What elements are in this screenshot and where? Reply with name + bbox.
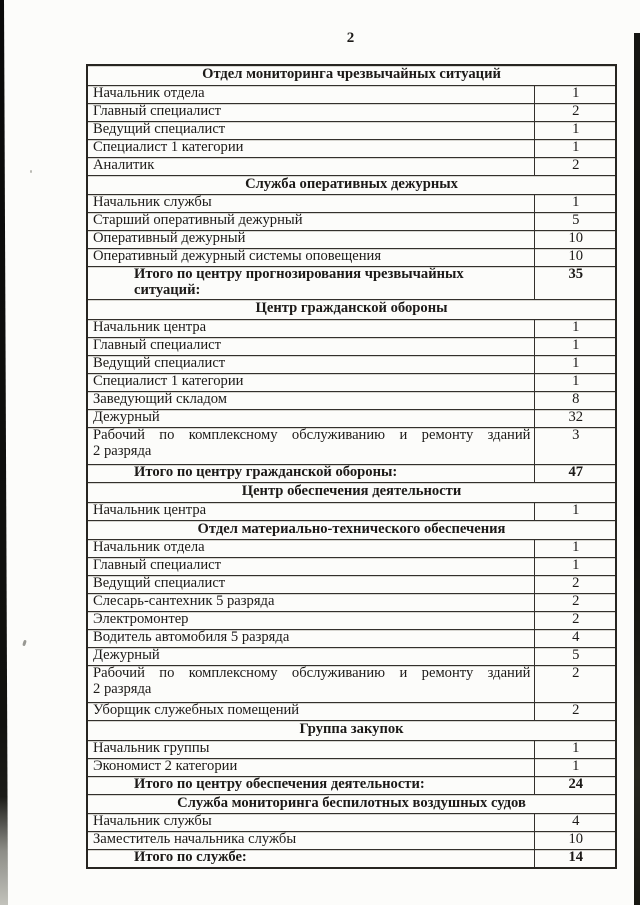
table-row — [87, 666, 616, 703]
position-title-line1: Рабочий по комплексному обслуживанию и ремонту зданий — [93, 427, 531, 443]
position-title-line2: 2 разряда — [93, 680, 152, 697]
staff-count-cell: 5 — [534, 213, 616, 231]
total-count-cell: 35 — [534, 267, 616, 300]
total-row — [87, 776, 616, 794]
position-title-cell: Водитель автомобиля 5 разряда — [87, 630, 534, 648]
staff-count-cell: 3 — [534, 427, 616, 464]
staff-count-cell: 1 — [534, 319, 616, 337]
staff-count-cell: 10 — [534, 249, 616, 267]
section-header-row — [87, 300, 616, 320]
staff-count-cell: 1 — [534, 502, 616, 520]
staff-count-cell: 32 — [534, 409, 616, 427]
position-title-cell: Оперативный дежурный — [87, 231, 534, 249]
staffing-table — [86, 64, 617, 869]
position-title-cell: Экономист 2 категории — [87, 758, 534, 776]
table-row — [87, 355, 616, 373]
table-row — [87, 558, 616, 576]
section-header-row — [87, 721, 616, 741]
total-label-cell: Итого по центру прогнозирования чрезвычайных ситуаций: — [87, 267, 534, 300]
staff-count-cell: 5 — [534, 648, 616, 666]
table-row — [87, 391, 616, 409]
table-row — [87, 231, 616, 249]
staff-count-cell: 2 — [534, 157, 616, 175]
table-row — [87, 85, 616, 103]
total-count-cell: 14 — [534, 850, 616, 868]
table-row — [87, 319, 616, 337]
position-title-line2: 2 разряда — [93, 442, 152, 459]
table-row — [87, 758, 616, 776]
position-title-line1: Рабочий по комплексному обслуживанию и ремонту зданий — [93, 665, 531, 682]
staff-count-cell: 4 — [534, 630, 616, 648]
staff-count-cell: 1 — [534, 558, 616, 576]
total-count-cell: 47 — [534, 464, 616, 482]
staff-count-cell: 4 — [534, 814, 616, 832]
staff-count-cell: 1 — [534, 337, 616, 355]
position-title-cell — [87, 666, 534, 703]
position-title-cell: Ведущий специалист — [87, 355, 534, 373]
staff-count-cell: 1 — [534, 139, 616, 157]
position-title-cell: Оперативный дежурный системы оповещения — [87, 249, 534, 267]
table-row — [87, 740, 616, 758]
table-row — [87, 576, 616, 594]
table-row — [87, 373, 616, 391]
staff-count-cell: 1 — [534, 758, 616, 776]
scan-right-edge-artifact — [634, 33, 640, 905]
staff-count-cell: 2 — [534, 594, 616, 612]
position-title-cell: Начальник центра — [87, 319, 534, 337]
table-row — [87, 540, 616, 558]
position-title-cell: Уборщик служебных помещений — [87, 703, 534, 721]
position-title-cell: Дежурный — [87, 648, 534, 666]
section-header-cell: Отдел мониторинга чрезвычайных ситуаций — [87, 65, 616, 85]
total-count-cell: 24 — [534, 776, 616, 794]
position-title-cell: Аналитик — [87, 157, 534, 175]
position-title-cell: Дежурный — [87, 409, 534, 427]
table-row — [87, 409, 616, 427]
position-title-cell: Ведущий специалист — [87, 121, 534, 139]
table-row — [87, 103, 616, 121]
table-row — [87, 195, 616, 213]
section-header-row — [87, 520, 616, 540]
section-header-row — [87, 65, 616, 85]
staff-count-cell: 10 — [534, 231, 616, 249]
staff-count-cell: 1 — [534, 85, 616, 103]
table-row — [87, 594, 616, 612]
staff-count-cell: 1 — [534, 740, 616, 758]
position-title-cell: Ведущий специалист — [87, 576, 534, 594]
position-title-cell: Заведующий складом — [87, 391, 534, 409]
staff-count-cell: 1 — [534, 540, 616, 558]
total-label-cell: Итого по центру обеспечения деятельности: — [87, 776, 534, 794]
staff-count-cell: 2 — [534, 612, 616, 630]
section-header-row — [87, 175, 616, 195]
section-header-cell: Служба мониторинга беспилотных воздушных судов — [87, 794, 616, 814]
scan-left-edge-artifact — [0, 0, 9, 905]
position-title-cell: Начальник отдела — [87, 85, 534, 103]
table-row — [87, 630, 616, 648]
total-row — [87, 464, 616, 482]
ink-speck — [22, 640, 27, 647]
staff-count-cell: 1 — [534, 373, 616, 391]
table-row — [87, 249, 616, 267]
section-header-cell: Центр гражданской обороны — [87, 300, 616, 320]
table-row — [87, 121, 616, 139]
position-title-cell: Старший оперативный дежурный — [87, 213, 534, 231]
total-label-cell: Итого по центру гражданской обороны: — [87, 464, 534, 482]
section-header-cell: Отдел материально-технического обеспечения — [87, 520, 616, 540]
position-title-cell: Специалист 1 категории — [87, 139, 534, 157]
position-title-cell: Специалист 1 категории — [87, 373, 534, 391]
position-title-cell: Начальник службы — [87, 195, 534, 213]
staff-count-cell: 2 — [534, 666, 616, 703]
table-row — [87, 502, 616, 520]
position-title-cell: Заместитель начальника службы — [87, 832, 534, 850]
table-row — [87, 427, 616, 464]
table-row — [87, 648, 616, 666]
total-row — [87, 850, 616, 868]
position-title-cell: Слесарь-сантехник 5 разряда — [87, 594, 534, 612]
staff-count-cell: 1 — [534, 355, 616, 373]
position-title-cell: Главный специалист — [87, 558, 534, 576]
table-row — [87, 337, 616, 355]
table-row — [87, 814, 616, 832]
ink-speck — [30, 170, 32, 173]
position-title-cell: Электромонтер — [87, 612, 534, 630]
position-title-cell: Начальник группы — [87, 740, 534, 758]
section-header-row — [87, 794, 616, 814]
table-row — [87, 157, 616, 175]
position-title-cell: Главный специалист — [87, 337, 534, 355]
position-title-cell: Начальник отдела — [87, 540, 534, 558]
table-row — [87, 703, 616, 721]
staff-count-cell: 8 — [534, 391, 616, 409]
position-title-cell: Начальник центра — [87, 502, 534, 520]
staff-count-cell: 2 — [534, 576, 616, 594]
staff-count-cell: 10 — [534, 832, 616, 850]
position-title-cell: Главный специалист — [87, 103, 534, 121]
section-header-cell: Центр обеспечения деятельности — [87, 482, 616, 502]
staff-count-cell: 2 — [534, 103, 616, 121]
section-header-cell: Группа закупок — [87, 721, 616, 741]
total-label-cell: Итого по службе: — [87, 850, 534, 868]
table-row — [87, 832, 616, 850]
table-row — [87, 612, 616, 630]
table-row — [87, 213, 616, 231]
total-row — [87, 267, 616, 300]
section-header-row — [87, 482, 616, 502]
page-number: 2 — [346, 30, 355, 46]
table-row — [87, 139, 616, 157]
staff-count-cell: 1 — [534, 121, 616, 139]
staff-count-cell: 2 — [534, 703, 616, 721]
section-header-cell: Служба оперативных дежурных — [87, 175, 616, 195]
staff-count-cell: 1 — [534, 195, 616, 213]
position-title-cell: Начальник службы — [87, 814, 534, 832]
position-title-cell — [87, 427, 534, 464]
